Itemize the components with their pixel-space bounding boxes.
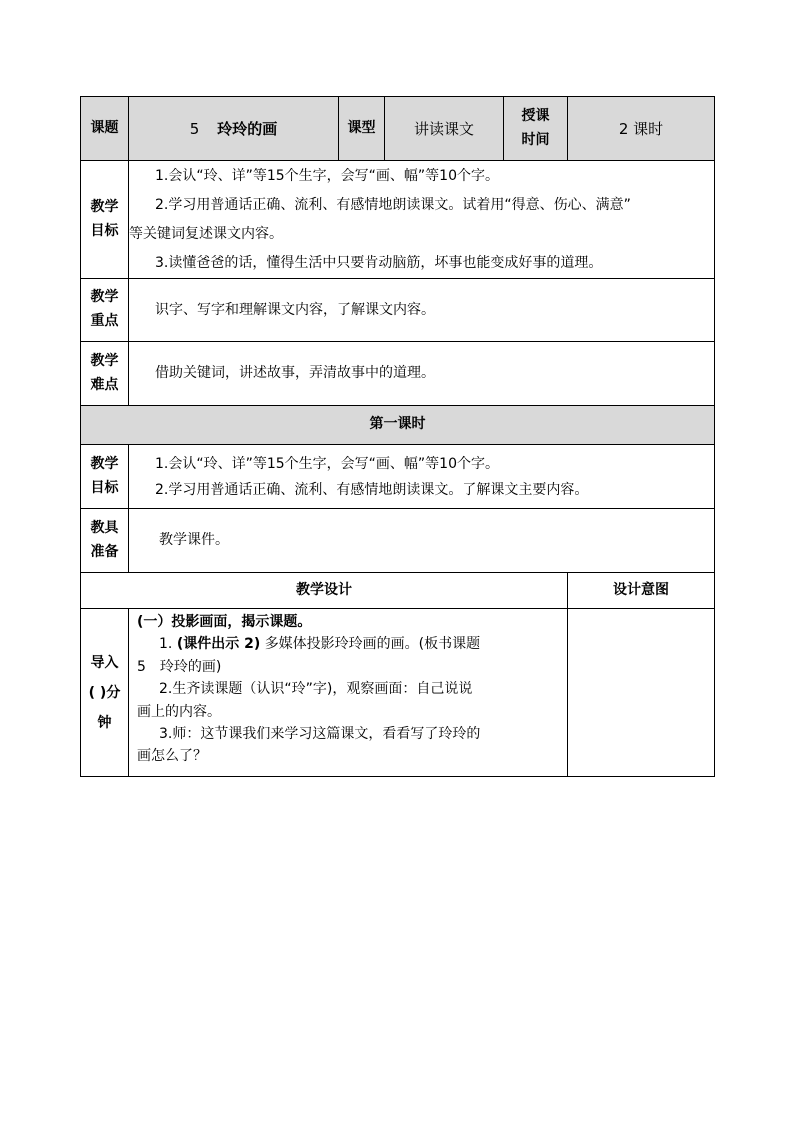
- intro-row: [81, 609, 715, 777]
- time-label-line-1: 授课: [521, 107, 550, 124]
- design-step-2-continued: 画上的内容。: [137, 703, 221, 720]
- intro-label-line-1: 导入: [90, 654, 119, 671]
- goal-item: 3.读懂爸爸的话，懂得生活中只要肯动脑筋，坏事也能变成好事的道理。: [155, 254, 603, 271]
- first-lesson-heading: 第一课时: [81, 406, 715, 445]
- first-lesson-goals-content: [129, 445, 715, 509]
- type-label: 课型: [339, 97, 385, 161]
- step-1-text: 多媒体投影玲玲画的画。(板书课题: [264, 636, 481, 653]
- topic-label: 课题: [81, 97, 129, 161]
- design-step-1-continued: 5 玲玲的画): [137, 658, 222, 675]
- design-step-3: 3.师：这节课我们来学习这篇课文，看看写了玲玲的: [159, 725, 481, 742]
- time-value: 2 课时: [568, 97, 715, 161]
- key-points-row: [81, 279, 715, 342]
- type-value: 讲读课文: [385, 97, 504, 161]
- first-lesson-goals-label: [81, 445, 129, 509]
- header-row: [81, 97, 715, 161]
- goals-label: [81, 161, 129, 279]
- key-points-label-line-1: 教学: [90, 289, 119, 306]
- lesson-title-text: 玲玲的画: [217, 119, 278, 138]
- design-header-row: [81, 573, 715, 609]
- design-step-3-continued: 画怎么了？: [137, 748, 207, 765]
- lesson-title: [129, 97, 339, 161]
- step-1-number: 1.: [159, 636, 173, 653]
- time-label-line-2: 时间: [521, 131, 550, 148]
- goal-item: 等关键词复述课文内容。: [129, 225, 283, 242]
- difficulties-row: [81, 342, 715, 406]
- intro-label-line-3: 钟: [97, 714, 112, 731]
- first-lesson-heading-row: [81, 406, 715, 445]
- key-points-label: [81, 279, 129, 342]
- design-column-header: 教学设计: [81, 573, 568, 609]
- tools-label-line-1: 教具: [90, 519, 119, 536]
- intro-label-line-2: ( )分: [88, 684, 121, 701]
- goals-row: [81, 161, 715, 279]
- first-lesson-goals-row: [81, 445, 715, 509]
- goals-content: [129, 161, 715, 279]
- difficulties-text: 借助关键词，讲述故事，弄清故事中的道理。: [129, 342, 715, 406]
- goals-label-line-1: 教学: [90, 198, 119, 215]
- time-label: [504, 97, 568, 161]
- goal-item: 1.会认“玲、详”等15个生字，会写“画、幅”等10个字。: [155, 167, 499, 184]
- intent-column-header: 设计意图: [568, 573, 715, 609]
- intro-label: [81, 609, 129, 777]
- lesson-plan-document: [80, 96, 714, 777]
- step-1-bold: (课件出示 2): [176, 636, 261, 653]
- first-lesson-goals-label-line-2: 目标: [90, 479, 119, 496]
- goal-item: 2.学习用普通话正确、流利、有感情地朗读课文。试着用“得意、伤心、满意”: [155, 196, 631, 213]
- tools-text: 教学课件。: [129, 509, 715, 573]
- difficulties-label: [81, 342, 129, 406]
- difficulties-label-line-2: 难点: [90, 376, 119, 393]
- key-points-label-line-2: 重点: [90, 313, 119, 329]
- tools-label: [81, 509, 129, 573]
- goals-label-line-2: 目标: [90, 222, 119, 239]
- lesson-plan-table: [80, 96, 715, 777]
- intro-design-content: [129, 609, 568, 777]
- tools-row: [81, 509, 715, 573]
- section-title: (一）投影画面，揭示课题。: [137, 614, 312, 630]
- design-step-2: 2.生齐读课题（认识“玲”字)，观察画面：自己说说: [159, 681, 473, 698]
- tools-label-line-2: 准备: [90, 543, 119, 560]
- first-lesson-goals-label-line-1: 教学: [90, 455, 119, 472]
- lesson-number: 5: [189, 119, 200, 138]
- difficulties-label-line-1: 教学: [90, 352, 119, 369]
- intro-intent-content: [568, 609, 715, 777]
- key-points-text: 识字、写字和理解课文内容，了解课文内容。: [129, 279, 715, 342]
- design-step-1: [137, 633, 557, 655]
- goal-item: 2.学习用普通话正确、流利、有感情地朗读课文。了解课文主要内容。: [155, 481, 589, 498]
- goal-item: 1.会认“玲、详”等15个生字，会写“画、幅”等10个字。: [155, 455, 499, 472]
